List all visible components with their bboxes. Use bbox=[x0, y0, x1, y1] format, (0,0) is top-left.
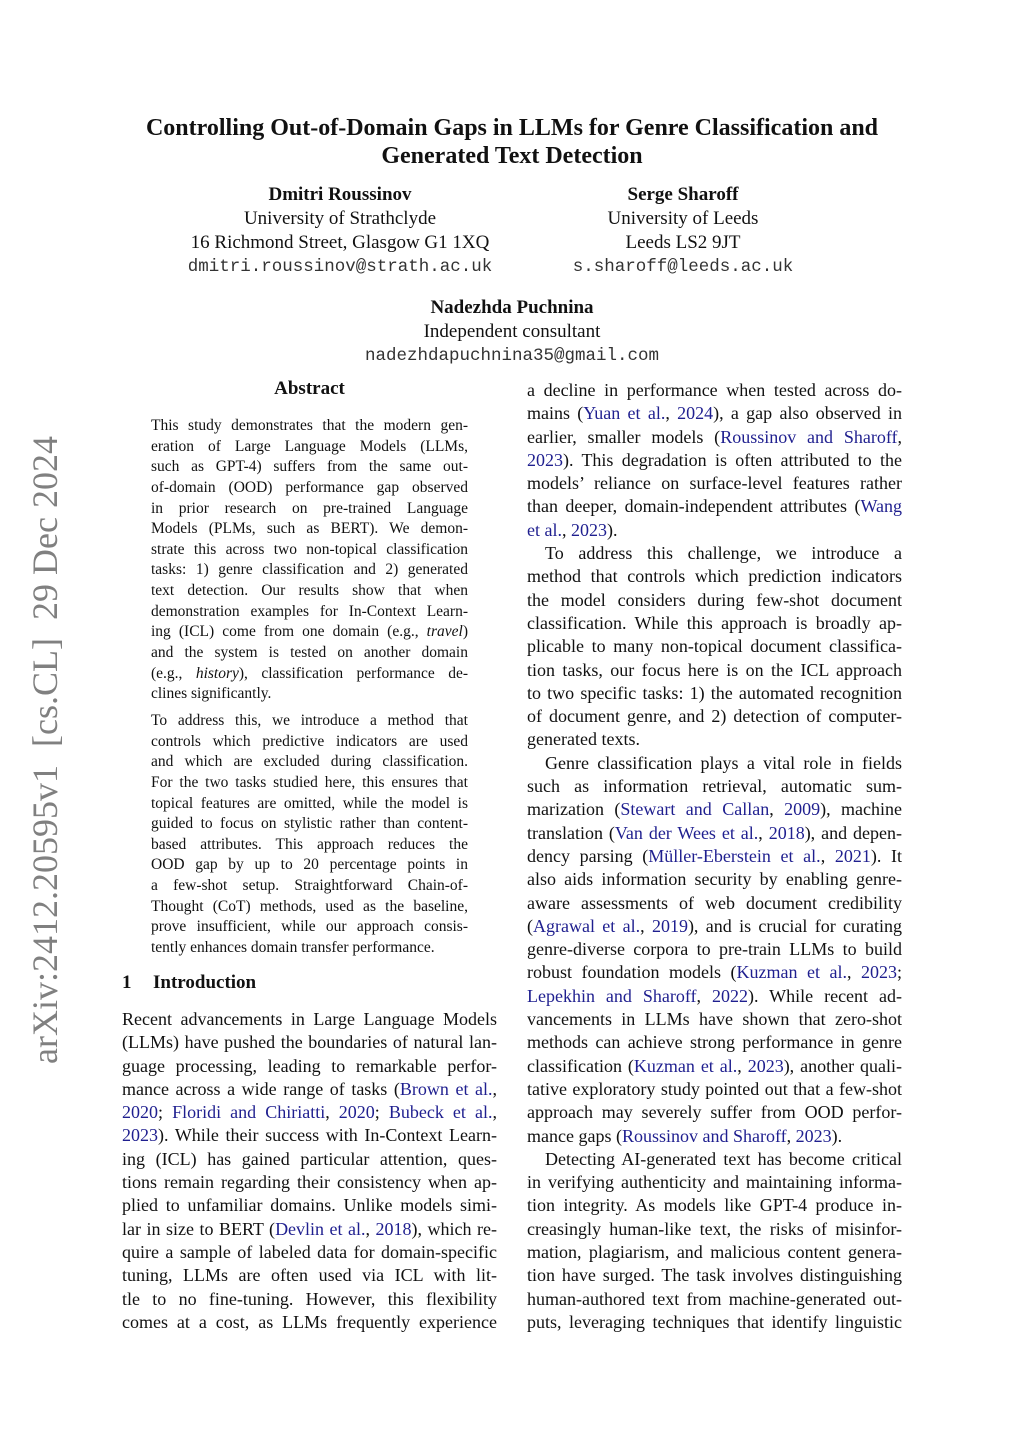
text-line: 2020; Floridi and Chiriatti, 2020; Bubeck et al., bbox=[122, 1102, 497, 1123]
text-line: prove insufficient, while our approach consis- bbox=[151, 918, 468, 936]
section-heading bbox=[122, 972, 256, 994]
text-line: method that controls which prediction indicators bbox=[527, 566, 902, 587]
citation-link[interactable]: Lepekhin and Sharoff bbox=[527, 985, 697, 1006]
citation-link[interactable]: 2023 bbox=[747, 1055, 784, 1076]
section-number: 1 bbox=[122, 972, 132, 993]
text-line: Recent advancements in Large Language Models bbox=[122, 1009, 497, 1029]
citation-link[interactable]: 2018 bbox=[375, 1218, 412, 1239]
citation-link[interactable]: Wang bbox=[860, 496, 902, 517]
text-line: ing (ICL) come from one domain (e.g., travel) bbox=[151, 623, 468, 641]
text-line: the model considers during few-shot document bbox=[527, 589, 902, 610]
text-line: such as information retrieval, automatic sum- bbox=[527, 776, 902, 797]
arxiv-stamp: arXiv:2412.20595v1 [cs.CL] 29 Dec 2024 bbox=[25, 436, 65, 1064]
text-line: comes at a cost, as LLMs frequently experience bbox=[122, 1311, 497, 1332]
citation-link[interactable]: Müller-Eberstein et al. bbox=[648, 845, 821, 866]
text-line: and which are excluded during classification. bbox=[151, 753, 468, 771]
text-line: earlier, smaller models (Roussinov and Sharoff, bbox=[527, 426, 902, 447]
text-line: To address this, we introduce a method that bbox=[151, 711, 468, 729]
paragraph bbox=[527, 752, 902, 1148]
citation-link[interactable]: Stewart and Callan bbox=[620, 799, 770, 820]
text-line: ing (ICL) has gained particular attention, ques- bbox=[122, 1148, 497, 1169]
text-line: (LLMs) have pushed the boundaries of natural lan- bbox=[122, 1032, 497, 1053]
italic-text: history bbox=[195, 664, 239, 682]
text-line: such as GPT-4) suffers from the same out- bbox=[151, 458, 468, 476]
text-line: marization (Stewart and Callan, 2009), machine bbox=[527, 799, 902, 820]
text-line: tion integrity. As models like GPT-4 produce in- bbox=[527, 1195, 902, 1216]
text-line: approach may severely suffer from OOD perfor- bbox=[527, 1102, 902, 1123]
text-line: methods can achieve strong performance in genre bbox=[527, 1032, 902, 1053]
text-line: 2023). While their success with In-Context Learn- bbox=[122, 1125, 497, 1146]
author-address: 16 Richmond Street, Glasgow G1 1XQ bbox=[190, 232, 490, 253]
text-line: tion have surged. The task involves distinguishing bbox=[527, 1265, 902, 1286]
text-line: Thought (CoT) methods, used as the baseline, bbox=[151, 897, 468, 915]
author-name: Nadezhda Puchnina bbox=[430, 297, 594, 318]
author-email[interactable]: dmitri.roussinov@strath.ac.uk bbox=[187, 257, 493, 277]
abstract-body bbox=[151, 416, 468, 959]
text-line: models’ reliance on surface-level features rather bbox=[527, 473, 902, 494]
citation-link[interactable]: Devlin et al. bbox=[275, 1218, 366, 1239]
text-line: Genre classification plays a vital role in fields bbox=[545, 752, 902, 773]
text-line: classification (Kuzman et al., 2023), another quali- bbox=[527, 1055, 902, 1076]
text-line: et al., 2023). bbox=[527, 519, 618, 540]
citation-link[interactable]: 2023 bbox=[570, 519, 607, 540]
citation-link[interactable]: 2018 bbox=[768, 822, 805, 843]
citation-link[interactable]: Kuzman et al. bbox=[736, 962, 847, 983]
citation-link[interactable]: et al. bbox=[527, 519, 562, 540]
citation-link[interactable]: Bubeck et al. bbox=[388, 1102, 493, 1123]
citation-link[interactable]: Yuan et al. bbox=[583, 403, 666, 424]
paragraph bbox=[122, 1008, 497, 1334]
text-line: a few-shot setup. Straightforward Chain-of- bbox=[151, 877, 468, 895]
text-line: topical features are omitted, while the model is bbox=[151, 794, 468, 812]
citation-link[interactable]: Brown et al. bbox=[399, 1078, 493, 1099]
text-line: tle to no fine-tuning. However, this flexibility bbox=[122, 1288, 497, 1309]
author-address: Leeds LS2 9JT bbox=[625, 232, 741, 253]
citation-link[interactable]: 2024 bbox=[677, 403, 714, 424]
text-line: based attributes. This approach reduces the bbox=[151, 835, 468, 853]
text-line: puts, leveraging techniques that identify linguistic bbox=[527, 1311, 902, 1332]
text-line: aware assessments of web document credibility bbox=[527, 892, 902, 913]
citation-link[interactable]: 2019 bbox=[651, 915, 688, 936]
text-line: dency parsing (Müller-Eberstein et al., 2021). It bbox=[527, 845, 902, 866]
citation-link[interactable]: Agrawal et al. bbox=[533, 915, 641, 936]
citation-link[interactable]: 2020 bbox=[122, 1102, 158, 1123]
text-line: guided to focus on stylistic rather than content- bbox=[151, 815, 468, 833]
text-line: in prior research on pre-trained Language bbox=[151, 499, 468, 517]
text-line: Detecting AI-generated text has become critical bbox=[545, 1148, 902, 1169]
author-affiliation: University of Leeds bbox=[607, 208, 759, 229]
text-line: mains (Yuan et al., 2024), a gap also observed in bbox=[527, 403, 902, 424]
introduction-body bbox=[122, 1008, 497, 1334]
text-line: robust foundation models (Kuzman et al., 2023; bbox=[527, 962, 902, 983]
author-block bbox=[140, 183, 540, 279]
text-line: vancements in LLMs have shown that zero-shot bbox=[527, 1009, 902, 1030]
citation-link[interactable]: 2023 bbox=[795, 1125, 832, 1146]
title-line: Generated Text Detection bbox=[381, 143, 643, 169]
abstract-heading: Abstract bbox=[274, 378, 345, 399]
citation-link[interactable]: Kuzman et al. bbox=[633, 1055, 738, 1076]
text-line: mance gaps (Roussinov and Sharoff, 2023). bbox=[527, 1125, 843, 1146]
author-block bbox=[262, 296, 762, 368]
author-affiliation: University of Strathclyde bbox=[243, 208, 437, 229]
text-line: (e.g., history), classification performance de- bbox=[151, 664, 468, 682]
text-line: translation (Van der Wees et al., 2018), and depen- bbox=[527, 822, 902, 843]
text-line: text detection. Our results show that when bbox=[151, 582, 468, 600]
text-line: guage processing, leading to remarkable perfor- bbox=[122, 1055, 497, 1076]
text-line: For the two tasks studied here, this ensures that bbox=[151, 773, 468, 791]
text-line: Lepekhin and Sharoff, 2022). While recent ad- bbox=[527, 985, 902, 1006]
text-line: and the system is tested on another domain bbox=[151, 644, 468, 662]
text-line: lar in size to BERT (Devlin et al., 2018), which re- bbox=[122, 1218, 497, 1239]
text-line: This study demonstrates that the modern gen- bbox=[151, 417, 468, 434]
text-line: quire a sample of labeled data for domain-specific bbox=[122, 1241, 497, 1262]
text-line: mance across a wide range of tasks (Brown et al., bbox=[122, 1078, 497, 1099]
citation-link[interactable]: 2020 bbox=[338, 1102, 375, 1123]
text-line: tion tasks, our focus here is on the ICL approach bbox=[527, 659, 902, 680]
citation-link[interactable]: 2022 bbox=[712, 985, 749, 1006]
text-line: To address this challenge, we introduce a bbox=[545, 543, 902, 564]
text-line: generated texts. bbox=[527, 729, 640, 750]
text-line: clines significantly. bbox=[151, 685, 272, 703]
text-line: also aids information security by enabling genre- bbox=[527, 869, 902, 890]
text-line: plicable to many non-topical document classifica- bbox=[527, 636, 902, 657]
title-line: Controlling Out-of-Domain Gaps in LLMs for Genre Classification and bbox=[145, 115, 879, 141]
citation-link[interactable]: 2023 bbox=[527, 449, 563, 470]
citation-link[interactable]: Roussinov and Sharoff bbox=[621, 1125, 787, 1146]
paragraph bbox=[151, 711, 468, 959]
citation-link[interactable]: 2023 bbox=[861, 962, 897, 983]
right-column-body bbox=[527, 379, 902, 1334]
author-affiliation: Independent consultant bbox=[423, 321, 601, 342]
paragraph bbox=[151, 416, 468, 705]
author-name: Serge Sharoff bbox=[627, 184, 739, 205]
paper-title bbox=[0, 114, 1024, 170]
text-line: 2023). This degradation is often attributed to the bbox=[527, 449, 902, 470]
citation-link[interactable]: 2021 bbox=[834, 845, 871, 866]
text-line: Models (PLMs, such as BERT). We demon- bbox=[151, 520, 468, 538]
text-line: (Agrawal et al., 2019), and is crucial for curating bbox=[527, 915, 902, 936]
section-title: Introduction bbox=[153, 972, 257, 993]
text-line: tative exploratory study pointed out that a few-shot bbox=[527, 1078, 902, 1099]
author-block bbox=[483, 183, 883, 279]
text-line: a decline in performance when tested across do- bbox=[527, 380, 902, 400]
text-line: of-domain (OOD) performance gap observed bbox=[151, 478, 468, 496]
text-line: tently enhances domain transfer performance. bbox=[151, 939, 435, 957]
author-email[interactable]: nadezhdapuchnina35@gmail.com bbox=[364, 346, 660, 366]
text-line: tuning, LLMs are often used via ICL with lit- bbox=[122, 1265, 497, 1286]
text-line: controls which predictive indicators are used bbox=[151, 732, 468, 750]
citation-link[interactable]: 2009 bbox=[784, 799, 821, 820]
text-line: strate this across two non-topical classification bbox=[151, 540, 468, 558]
author-name: Dmitri Roussinov bbox=[268, 184, 412, 205]
text-line: human-authored text from machine-generated out- bbox=[527, 1288, 902, 1309]
citation-link[interactable]: Floridi and Chiriatti bbox=[172, 1102, 326, 1123]
citation-link[interactable]: Van der Wees et al. bbox=[614, 822, 759, 843]
text-line: OOD gap by up to 20 percentage points in bbox=[151, 856, 468, 874]
citation-link[interactable]: 2023 bbox=[122, 1125, 158, 1146]
text-line: to two specific tasks: 1) the automated recognition bbox=[527, 682, 902, 703]
text-line: in verifying authenticity and maintaining informa- bbox=[527, 1172, 902, 1193]
text-line: demonstration examples for In-Context Learn- bbox=[151, 602, 468, 620]
author-email[interactable]: s.sharoff@leeds.ac.uk bbox=[572, 257, 794, 277]
text-line: classification. While this approach is broadly ap- bbox=[527, 612, 902, 633]
paragraph bbox=[527, 542, 902, 752]
text-line: than deeper, domain-independent attributes (Wang bbox=[527, 496, 902, 517]
citation-link[interactable]: Roussinov and Sharoff bbox=[720, 426, 898, 447]
text-line: mation, plagiarism, and malicious content genera- bbox=[527, 1241, 902, 1262]
text-line: genre-diverse corpora to pre-train LLMs to build bbox=[527, 939, 902, 960]
text-line: tasks: 1) genre classification and 2) generated bbox=[151, 561, 468, 579]
italic-text: travel bbox=[426, 623, 463, 641]
text-line: creasingly human-like text, the risks of misinfor- bbox=[527, 1218, 902, 1239]
text-line: tions remain regarding their consistency when ap- bbox=[122, 1172, 497, 1193]
text-line: plied to unfamiliar domains. Unlike models simi- bbox=[122, 1195, 497, 1216]
paragraph bbox=[527, 1148, 902, 1334]
text-line: of document genre, and 2) detection of computer- bbox=[527, 706, 902, 727]
paragraph bbox=[527, 379, 902, 542]
text-line: eration of Large Language Models (LLMs, bbox=[151, 437, 468, 455]
